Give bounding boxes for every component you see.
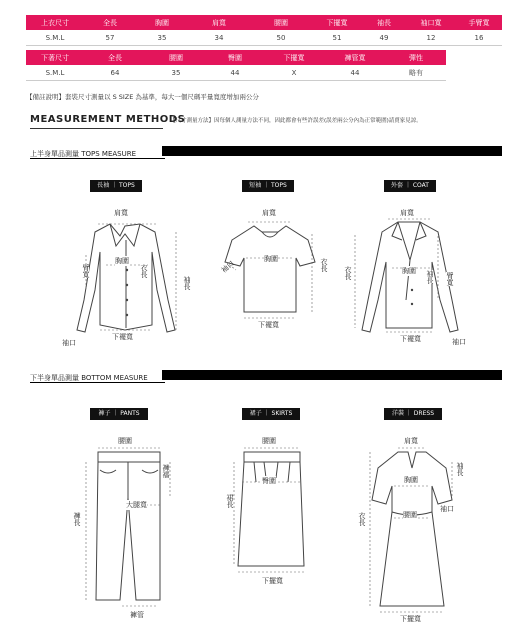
table-cell: 49	[362, 30, 406, 46]
label-hem: 下襬寬	[112, 333, 133, 341]
table-header-cell: 手臂寬	[456, 15, 502, 30]
label-length: 衣長	[140, 264, 148, 278]
size-note: 【備註說明】套裝尺寸測量以 S SIZE 為基準，每大一個尺碼平量寬度增加兩公分	[26, 93, 259, 101]
table-header-cell: 胸圍	[136, 15, 188, 30]
label-shoulder: 肩寬	[262, 209, 276, 217]
table-cell: 50	[250, 30, 312, 46]
table-cell: 34	[188, 30, 250, 46]
table-cell: 51	[312, 30, 362, 46]
label-arm: 臂寬	[446, 272, 454, 286]
table-header-cell: 腰圍	[146, 50, 206, 65]
tag-short-sleeve: 短袖 ｜ TOPS	[242, 180, 294, 192]
tops-section-label: 上半身單品測量 TOPS MEASURE	[30, 150, 137, 158]
table-header-cell: 臀圍	[206, 50, 264, 65]
label-hem: 下襬寬	[258, 321, 279, 329]
table-header-cell: 全長	[84, 15, 136, 30]
label-hip: 臀圍	[262, 477, 276, 485]
label-chest: 胸圍	[402, 267, 416, 275]
label-hem: 下擺寬	[400, 615, 421, 623]
table-cell: S.M.L	[26, 30, 84, 46]
label-chest: 胸圍	[404, 476, 418, 484]
label-shoulder: 肩寬	[400, 209, 414, 217]
table-cell: 35	[136, 30, 188, 46]
methods-title: MEASUREMENT METHODS	[30, 114, 186, 125]
label-cuff: 袖口	[220, 259, 236, 275]
label-length: 衣長	[320, 258, 328, 272]
table-header-cell: 下擺寬	[264, 50, 324, 65]
tag-dress: 洋裝 ｜ DRESS	[384, 408, 442, 420]
label-crotch: 褲襠	[162, 464, 170, 478]
label-waist: 腰圍	[118, 437, 132, 445]
label-thigh: 大腿寬	[126, 501, 147, 509]
label-shoulder: 肩寬	[404, 437, 418, 445]
table-cell: 57	[84, 30, 136, 46]
label-length: 裙長	[226, 494, 234, 508]
label-chest: 胸圍	[264, 255, 278, 263]
table-header-cell: 下擺寬	[312, 15, 362, 30]
table-cell: 64	[84, 65, 146, 81]
label-arm: 臂寬	[82, 264, 90, 278]
label-hem: 下擺寬	[262, 577, 283, 585]
table-cell: 44	[324, 65, 386, 81]
table-header-cell: 褲管寬	[324, 50, 386, 65]
label-shoulder: 肩寬	[114, 209, 128, 217]
label-waist: 腰圍	[262, 437, 276, 445]
table-header-cell: 腰圍	[250, 15, 312, 30]
table-cell: 略有	[386, 65, 446, 81]
table-header-cell: 袖長	[362, 15, 406, 30]
table-cell: 12	[406, 30, 456, 46]
label-length: 褲長	[73, 512, 81, 526]
label-hem: 下襬寬	[400, 335, 421, 343]
label-sleeve: 袖長	[456, 462, 464, 476]
table-cell: X	[264, 65, 324, 81]
table-header-cell: 全長	[84, 50, 146, 65]
table-cell: S.M.L	[26, 65, 84, 81]
table-header-cell: 肩寬	[188, 15, 250, 30]
label-length: 衣長	[344, 266, 352, 280]
label-leg: 褲管	[130, 611, 144, 619]
table-header-cell: 下著尺寸	[26, 50, 84, 65]
label-chest: 胸圍	[115, 257, 129, 265]
label-waist: 腰圍	[403, 511, 417, 519]
tag-pants: 褲子 ｜ PANTS	[90, 408, 148, 420]
table-cell: 16	[456, 30, 502, 46]
table-cell: 35	[146, 65, 206, 81]
table-cell: 44	[206, 65, 264, 81]
label-sleeve: 袖長	[183, 276, 191, 290]
bottoms-section-label: 下半身單品測量 BOTTOM MEASURE	[30, 374, 148, 382]
tag-skirts: 裙子 ｜ SKIRTS	[242, 408, 300, 420]
label-length: 衣長	[358, 512, 366, 526]
label-cuff: 袖口	[440, 505, 454, 513]
tag-coat: 外套 ｜ COAT	[384, 180, 436, 192]
tag-long-sleeve: 長袖 ｜ TOPS	[90, 180, 142, 192]
table-header-cell: 袖口寬	[406, 15, 456, 30]
methods-note: 【尺寸測量方法】因每個人測量方法不同，因此都會有些許誤差(誤差兩公分內為正常範圍)請賣家見諒。	[170, 118, 422, 124]
table-header-cell: 彈性	[386, 50, 446, 65]
label-cuff: 袖口	[452, 338, 466, 346]
label-cuff: 袖口	[62, 339, 76, 347]
table-header-cell: 上衣尺寸	[26, 15, 84, 30]
label-sleeve: 袖長	[426, 270, 434, 284]
